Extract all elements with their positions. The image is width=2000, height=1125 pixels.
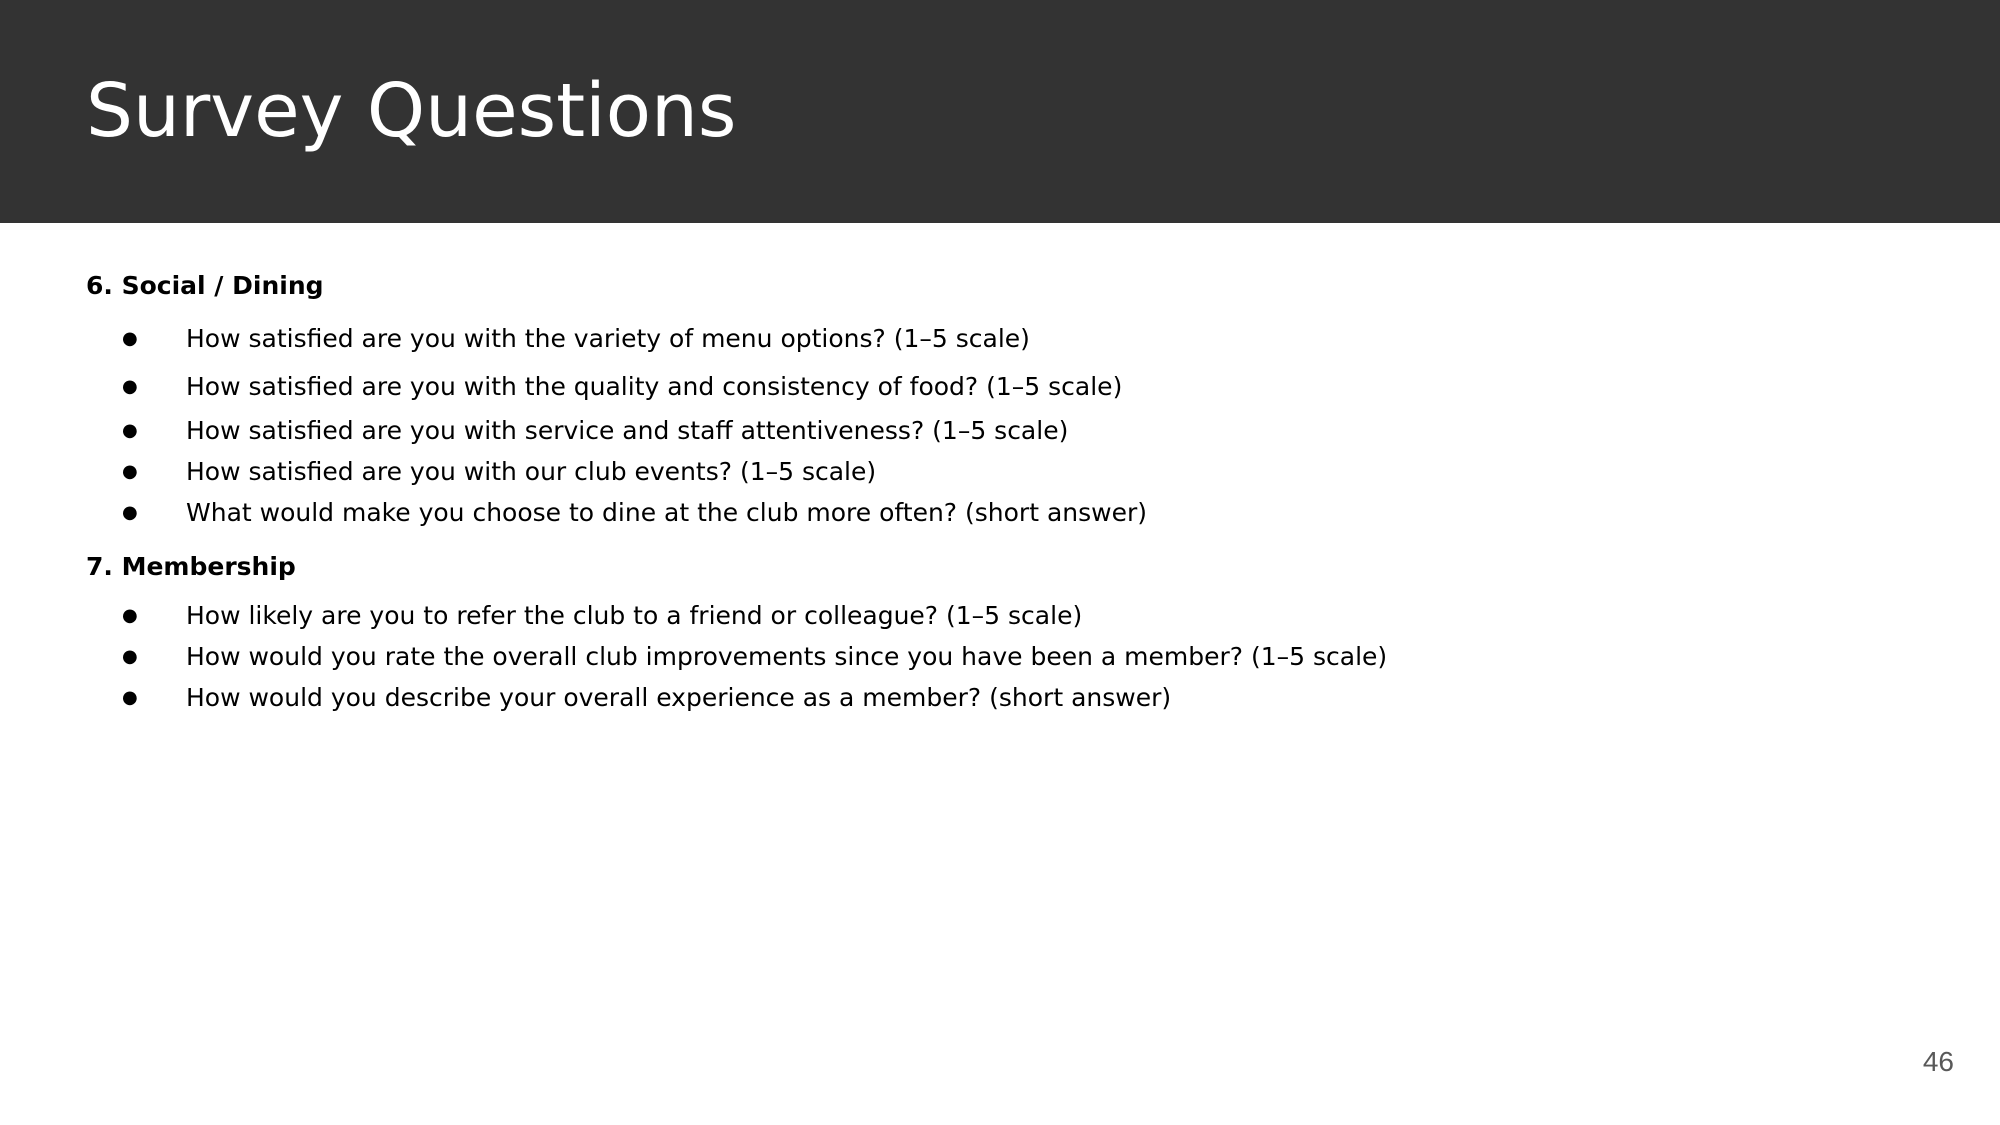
question-text: How satisfied are you with the variety of menu options? (1–5 scale) xyxy=(186,323,1030,353)
section-heading-membership: 7. Membership xyxy=(86,552,296,581)
question-text: How satisfied are you with our club events? (1–5 scale) xyxy=(186,457,877,486)
question-text: What would make you choose to dine at the club more often? (short answer) xyxy=(186,498,1148,527)
bullet-icon: ● xyxy=(122,646,138,667)
question-text: How would you describe your overall experience as a member? (short answer) xyxy=(186,683,1172,712)
bullet-icon: ● xyxy=(122,461,138,482)
page-number: 46 xyxy=(1922,1046,1954,1077)
slide-content xyxy=(86,266,1886,718)
list-item xyxy=(86,314,1886,362)
list-item xyxy=(86,677,1886,718)
list-item xyxy=(86,492,1886,533)
list-item xyxy=(86,362,1886,410)
section-heading-social-dining: 6. Social / Dining xyxy=(86,271,324,300)
header-bar xyxy=(0,0,2000,223)
bullet-icon: ● xyxy=(122,687,138,708)
bullet-icon: ● xyxy=(122,420,138,441)
bullet-icon: ● xyxy=(122,375,138,397)
list-item xyxy=(86,636,1886,677)
bullet-icon: ● xyxy=(122,502,138,523)
slide-title: Survey Questions xyxy=(86,68,737,154)
question-text: How satisfied are you with the quality and consistency of food? (1–5 scale) xyxy=(186,371,1123,401)
list-item xyxy=(86,410,1886,451)
list-item xyxy=(86,451,1886,492)
question-text: How likely are you to refer the club to a friend or colleague? (1–5 scale) xyxy=(186,601,1083,630)
bullet-icon: ● xyxy=(122,327,138,349)
question-text: How satisfied are you with service and staff attentiveness? (1–5 scale) xyxy=(186,416,1069,445)
question-list-social-dining xyxy=(86,314,1886,533)
question-list-membership xyxy=(86,595,1886,718)
list-item xyxy=(86,595,1886,636)
question-text: How would you rate the overall club improvements since you have been a member? (1–5 scale) xyxy=(186,642,1388,671)
bullet-icon: ● xyxy=(122,605,138,626)
